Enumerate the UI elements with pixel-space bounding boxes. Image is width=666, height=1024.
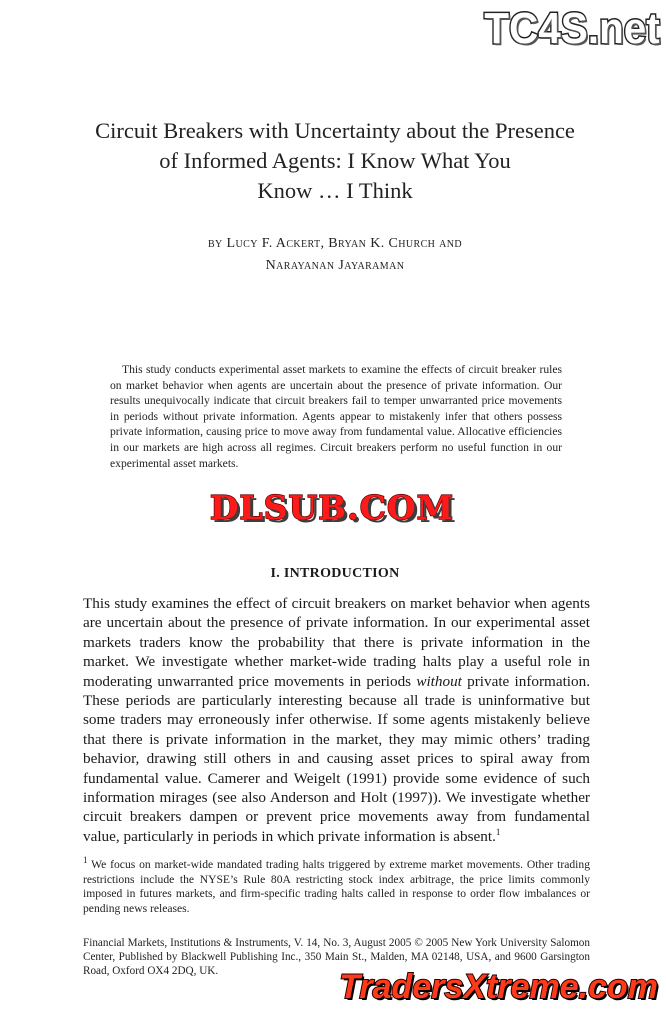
author-line: Narayanan Jayaraman [265,258,405,273]
footnote-number: 1 [83,855,88,866]
title-line: Circuit Breakers with Uncertainty about the Presence [95,118,575,143]
footnote [83,855,590,916]
citation-text: Financial Markets, Institutions & Instruments, V. 14, No. 3, August 2005 © 2005 New York University Salomon Center, Published by Blackwell Publishing Inc., 350 Main St., Malden, MA 02148, USA, and 9600 Garsington Road, Oxford OX4 2DQ, UK. [83,937,590,978]
introduction-body [83,594,590,846]
footnote-marker: 1 [495,826,501,837]
intro-emphasis: without [416,672,462,690]
watermark-tc4s: TC4S.net [484,4,660,53]
paper-title [60,116,610,206]
author-list [70,233,600,277]
abstract [110,362,562,471]
intro-paragraph [83,594,590,846]
intro-text-part1: This study examines the effect of circuit breakers on market behavior when agents are uncertain about the presence of private information. In our experimental asset markets traders know the probability that there is private information in the market. We investigate whether market-wide trading halts play a useful role in moderating unwarranted price movements in periods [83,595,590,690]
title-line: of Informed Agents: I Know What You [159,148,511,173]
section-heading: I. INTRODUCTION [270,566,400,581]
title-line: Know … I Think [257,178,413,203]
watermark-tradersxtreme: TradersXtreme.com [339,968,658,1006]
footnote-body: We focus on market-wide mandated trading halts triggered by extreme market movements. Other trading restrictions include the NYSE’s Rule 80A restricting stock index arbitrage, the price limits commonly imposed in futures markets, and firm-specific trading halts called in response to order flow imbalances or pending news releases. [83,858,590,915]
intro-text-part2: private information. These periods are particularly interesting because all trade is uninformative but some traders may erroneously infer otherwise. If some agents mistakenly believe that there is private information in the market, they may mimic others’ trading behavior, drawing still others in and causing asset prices to spiral away from fundamental value. Camerer and Weigelt (1991) provide some evidence of such information mirages (see also Anderson and Holt (1997)). We investigate whether circuit breakers dampen or prevent price movements away from fundamental value, particularly in periods in which private information is absent. [83,672,591,845]
footnote-text [83,855,590,916]
author-line: by Lucy F. Ackert, Bryan K. Church and [207,236,463,251]
watermark-dlsub: DLSUB.COM [209,488,455,527]
abstract-text: This study conducts experimental asset markets to examine the effects of circuit breaker rules on market behavior when agents are uncertain about the presence of private information. Our results unequivocally indicate that circuit breakers fail to temper unwarranted price movements in periods without private information. Agents appear to mistakenly infer that others possess private information, causing price to move away from fundamental value. Allocative efficiencies in our markets are high across all regimes. Circuit breakers perform no useful function in our experimental asset markets. [110,363,562,470]
